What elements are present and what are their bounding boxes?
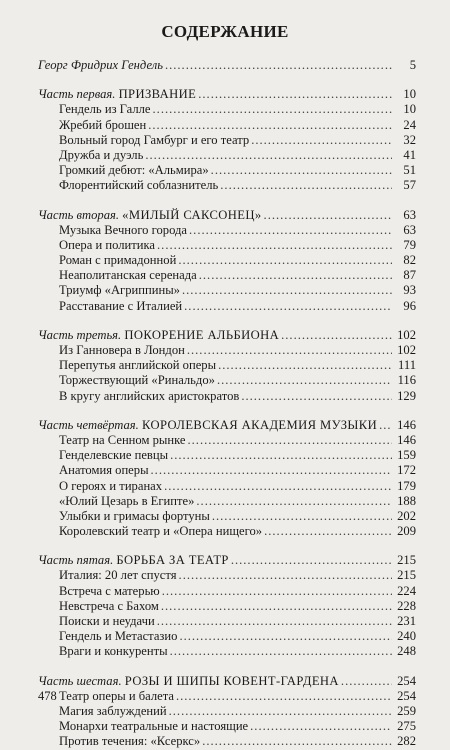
dot-leader xyxy=(199,268,392,283)
toc-part-heading xyxy=(38,87,416,102)
toc-chapter-entry xyxy=(38,448,416,463)
page-number: 248 xyxy=(397,644,416,659)
dot-leader xyxy=(231,553,392,568)
toc-part-heading xyxy=(38,328,416,343)
toc-chapter-entry xyxy=(38,358,416,373)
part-heading-text xyxy=(38,418,377,433)
chapter-title: Монархи театральные и настоящие xyxy=(59,719,249,734)
page-number: 63 xyxy=(403,222,416,237)
chapter-title: Улыбки и гримасы фортуны xyxy=(59,508,210,523)
dot-leader xyxy=(162,584,392,599)
part-title: ПОКОРЕНИЕ АЛЬБИОНА xyxy=(124,327,280,342)
dot-leader xyxy=(170,644,392,659)
dot-leader xyxy=(198,87,392,102)
chapter-title: Неаполитанская серенада xyxy=(59,268,197,283)
toc-chapter-entry xyxy=(38,509,416,524)
dot-leader xyxy=(264,208,392,223)
toc-chapter-entry xyxy=(38,629,416,644)
page-number: 224 xyxy=(397,583,416,598)
toc-chapter-entry xyxy=(38,719,416,734)
page-number: 228 xyxy=(397,598,416,613)
toc-chapter-entry xyxy=(38,102,416,117)
chapter-title: Дружба и дуэль xyxy=(59,147,144,162)
chapter-title: Музыка Вечного города xyxy=(59,222,188,237)
chapter-title: Триумф «Агриппины» xyxy=(59,283,180,298)
toc-chapter-entry xyxy=(38,148,416,163)
toc-chapter-entry xyxy=(38,283,416,298)
chapter-title: Против течения: «Ксеркс» xyxy=(59,734,201,749)
chapter-title: Италия: 20 лет спустя xyxy=(59,568,177,583)
part-title: РОЗЫ И ШИПЫ КОВЕНТ-ГАРДЕНА xyxy=(124,673,339,688)
page-number: 188 xyxy=(397,493,416,508)
toc-chapter-entry xyxy=(38,163,416,178)
toc-chapter-entry xyxy=(38,133,416,148)
dot-leader xyxy=(165,58,392,73)
toc-chapter-entry xyxy=(38,118,416,133)
dot-leader xyxy=(182,283,392,298)
chapter-title: Невстреча с Бахом xyxy=(59,598,159,613)
section-gap xyxy=(38,660,416,674)
page-number: 111 xyxy=(398,358,416,373)
part-heading-text xyxy=(38,553,229,568)
chapter-title: Роман с примадонной xyxy=(59,253,177,268)
page-number: 254 xyxy=(397,673,416,688)
dot-leader xyxy=(179,629,392,644)
dot-leader xyxy=(251,133,392,148)
dot-leader xyxy=(170,448,392,463)
chapter-title: Громкий дебют: «Альмира» xyxy=(59,163,209,178)
part-heading-text xyxy=(38,208,262,223)
part-label: Часть первая. xyxy=(38,87,116,102)
chapter-title: Флорентийский соблазнитель xyxy=(59,178,219,193)
table-of-contents xyxy=(38,58,416,750)
chapter-title: Жребий брошен xyxy=(59,117,147,132)
page-number: 82 xyxy=(403,253,416,268)
part-title: «МИЛЫЙ САКСОНЕЦ» xyxy=(122,207,262,222)
toc-chapter-entry xyxy=(38,343,416,358)
toc-chapter-entry xyxy=(38,479,416,494)
toc-chapter-entry xyxy=(38,599,416,614)
dot-leader xyxy=(184,299,392,314)
page-number: 146 xyxy=(397,417,416,432)
page-number: 93 xyxy=(403,283,416,298)
chapter-title: Вольный город Гамбург и его театр xyxy=(59,132,250,147)
dot-leader xyxy=(164,479,392,494)
page-number: 215 xyxy=(397,553,416,568)
toc-chapter-entry xyxy=(38,704,416,719)
chapter-title: Генделевские певцы xyxy=(59,448,169,463)
toc-chapter-entry xyxy=(38,584,416,599)
page-title: СОДЕРЖАНИЕ xyxy=(161,22,289,41)
page-number: 209 xyxy=(397,524,416,539)
section-gap xyxy=(38,539,416,553)
page-number: 159 xyxy=(397,448,416,463)
dot-leader xyxy=(145,148,392,163)
chapter-title: О героях и тиранах xyxy=(59,478,163,493)
part-title: КОРОЛЕВСКАЯ АКАДЕМИЯ МУЗЫКИ xyxy=(141,417,378,432)
dot-leader xyxy=(148,118,392,133)
chapter-title: Гендель из Галле xyxy=(59,102,151,117)
page-number: 146 xyxy=(397,432,416,447)
chapter-title: В кругу английских аристократов xyxy=(59,388,240,403)
dot-leader xyxy=(178,253,392,268)
toc-chapter-entry xyxy=(38,644,416,659)
page-number: 102 xyxy=(397,327,416,342)
part-label: Часть третья. xyxy=(38,327,122,342)
dot-leader xyxy=(169,704,392,719)
chapter-title: Театр на Сенном рынке xyxy=(59,432,186,447)
dot-leader xyxy=(250,719,392,734)
page-number: 32 xyxy=(403,132,416,147)
chapter-title: Королевский театр и «Опера нищего» xyxy=(59,524,263,539)
dot-leader xyxy=(161,599,392,614)
chapter-title: Встреча с матерью xyxy=(59,583,160,598)
toc-chapter-entry xyxy=(38,268,416,283)
part-label: Часть вторая. xyxy=(38,207,119,222)
chapter-title: «Юлий Цезарь в Египте» xyxy=(59,493,195,508)
dot-leader xyxy=(212,509,392,524)
page-number: 102 xyxy=(397,343,416,357)
part-heading-text xyxy=(38,328,279,343)
page-number: 51 xyxy=(403,163,416,178)
page-number: 41 xyxy=(403,147,416,162)
toc-chapter-entry xyxy=(38,689,416,704)
dot-leader xyxy=(157,238,392,253)
toc-chapter-entry xyxy=(38,178,416,193)
toc-chapter-entry xyxy=(38,614,416,629)
chapter-title: Расставание с Италией xyxy=(59,298,183,313)
dot-leader xyxy=(157,614,392,629)
page-number: 202 xyxy=(397,508,416,523)
part-label: Часть шестая. xyxy=(38,673,122,688)
toc-chapter-entry xyxy=(38,463,416,478)
dot-leader xyxy=(341,674,392,689)
dot-leader xyxy=(264,524,392,539)
page-number: 57 xyxy=(403,178,416,193)
toc-entry-intro xyxy=(38,58,416,73)
dot-leader xyxy=(151,463,392,478)
part-title: ПРИЗВАНИЕ xyxy=(118,87,197,102)
dot-leader xyxy=(153,102,392,117)
chapter-title: Магия заблуждений xyxy=(59,703,167,718)
toc-chapter-entry xyxy=(38,524,416,539)
page-number: 215 xyxy=(397,568,416,583)
page-number: 10 xyxy=(403,87,416,102)
dot-leader xyxy=(211,163,392,178)
toc-chapter-entry xyxy=(38,253,416,268)
page-number: 79 xyxy=(403,237,416,252)
dot-leader xyxy=(217,373,392,388)
toc-part-heading xyxy=(38,418,416,433)
dot-leader xyxy=(187,343,392,358)
dot-leader xyxy=(189,223,392,238)
page-number: 231 xyxy=(397,614,416,628)
part-title: БОРЬБА ЗА ТЕАТР xyxy=(116,553,229,568)
dot-leader xyxy=(179,568,392,583)
part-heading-text xyxy=(38,87,196,102)
intro-label: Георг Фридрих Гендель xyxy=(38,58,163,72)
chapter-title: Театр оперы и балета xyxy=(59,688,174,703)
page-number: 63 xyxy=(403,207,416,222)
toc-part-heading xyxy=(38,674,416,689)
dot-leader xyxy=(202,734,392,749)
part-label: Часть пятая. xyxy=(38,553,114,568)
folio-page-number: 478 xyxy=(38,689,57,703)
page-number: 259 xyxy=(397,703,416,718)
section-gap xyxy=(38,73,416,87)
page-number: 87 xyxy=(403,268,416,283)
page-number: 240 xyxy=(397,629,416,644)
section-gap xyxy=(38,314,416,328)
dot-leader xyxy=(218,358,392,373)
toc-chapter-entry xyxy=(38,373,416,388)
page-number: 172 xyxy=(397,463,416,478)
page-number: 10 xyxy=(403,102,416,117)
page-number: 5 xyxy=(409,58,416,72)
toc-chapter-entry xyxy=(38,494,416,509)
page-number: 24 xyxy=(403,117,416,132)
page-number: 282 xyxy=(397,734,416,749)
toc-chapter-entry xyxy=(38,299,416,314)
toc-part-heading xyxy=(38,553,416,568)
dot-leader xyxy=(281,328,392,343)
page-number: 254 xyxy=(397,688,416,703)
dot-leader xyxy=(220,178,392,193)
page-number: 116 xyxy=(397,373,416,388)
toc-part-heading xyxy=(38,208,416,223)
page-number: 275 xyxy=(397,719,416,734)
dot-leader xyxy=(188,433,393,448)
chapter-title: Враги и конкуренты xyxy=(59,644,168,659)
chapter-title: Анатомия оперы xyxy=(59,463,149,478)
dot-leader xyxy=(379,418,392,433)
chapter-title: Опера и политика xyxy=(59,237,156,252)
toc-chapter-entry xyxy=(38,238,416,253)
part-label: Часть четвёртая. xyxy=(38,417,139,432)
page-number: 129 xyxy=(397,388,416,403)
section-gap xyxy=(38,404,416,418)
chapter-title: Перепутья английской оперы xyxy=(59,358,217,373)
chapter-title: Торжествующий «Ринальдо» xyxy=(59,373,215,388)
toc-chapter-entry xyxy=(38,223,416,238)
section-gap xyxy=(38,194,416,208)
page-number: 179 xyxy=(397,478,416,493)
chapter-title: Из Ганновера в Лондон xyxy=(59,343,185,357)
chapter-title: Гендель и Метастазио xyxy=(59,629,178,644)
chapter-title: Поиски и неудачи xyxy=(59,614,155,628)
toc-chapter-entry xyxy=(38,433,416,448)
toc-chapter-entry xyxy=(38,568,416,583)
dot-leader xyxy=(241,389,392,404)
part-heading-text xyxy=(38,674,339,689)
dot-leader xyxy=(196,494,392,509)
dot-leader xyxy=(176,689,392,704)
toc-chapter-entry xyxy=(38,389,416,404)
page-number: 96 xyxy=(403,298,416,313)
toc-chapter-entry xyxy=(38,734,416,749)
